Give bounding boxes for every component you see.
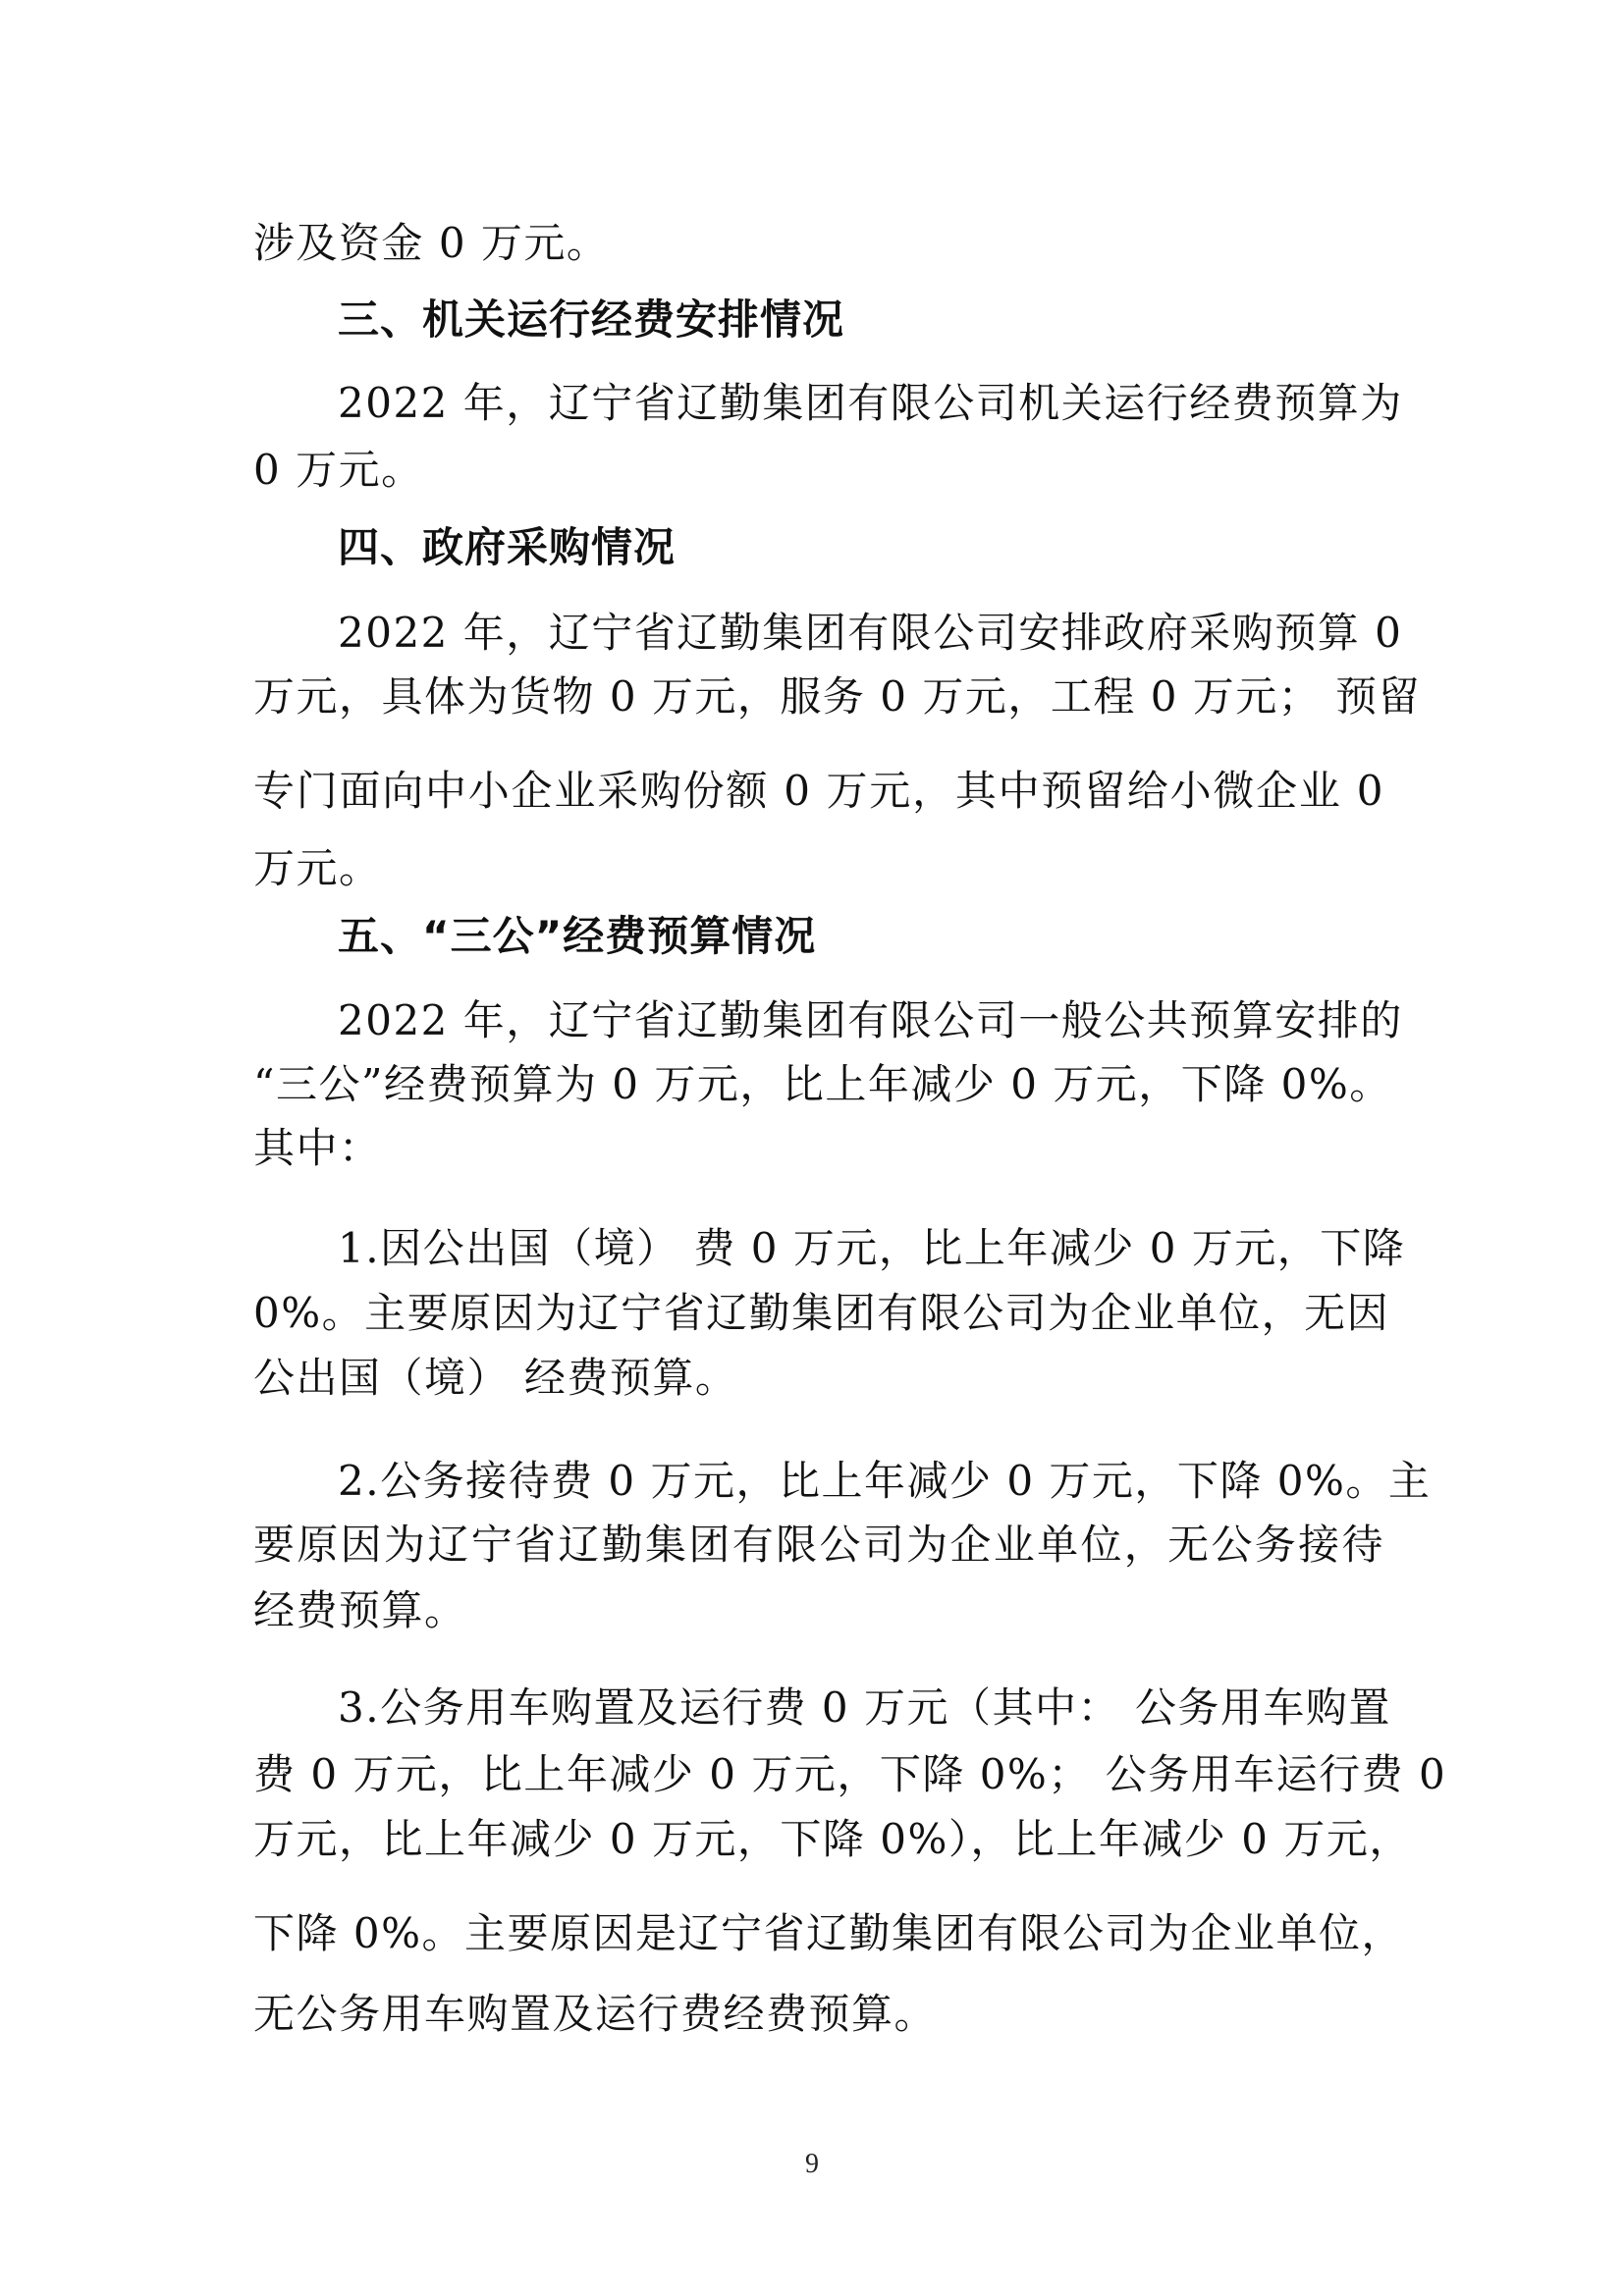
item-reception-expenses-line-3: 经费预算。 bbox=[253, 1586, 467, 1634]
text-line-funds: 涉及资金 0 万元。 bbox=[253, 219, 610, 267]
item-overseas-expenses-line-3: 公出国（境） 经费预算。 bbox=[253, 1354, 738, 1402]
paragraph-procurement-line-2: 万元，具体为货物 0 万元，服务 0 万元，工程 0 万元； 预留 bbox=[253, 672, 1422, 721]
item-vehicle-expenses-line-4: 下降 0%。主要原因是辽宁省辽勤集团有限公司为企业单位， bbox=[253, 1909, 1404, 1957]
item-overseas-expenses-line-1: 1.因公出国（境） 费 0 万元，比上年减少 0 万元，下降 bbox=[338, 1224, 1406, 1272]
paragraph-three-public-expenses-line-1: 2022 年，辽宁省辽勤集团有限公司一般公共预算安排的 bbox=[338, 996, 1403, 1044]
paragraph-procurement-line-3: 专门面向中小企业采购份额 0 万元，其中预留给小微企业 0 bbox=[253, 767, 1384, 815]
paragraph-procurement-line-1: 2022 年，辽宁省辽勤集团有限公司安排政府采购预算 0 bbox=[338, 609, 1403, 657]
item-overseas-expenses-line-2: 0%。主要原因为辽宁省辽勤集团有限公司为企业单位，无因 bbox=[253, 1289, 1390, 1337]
section-heading-government-procurement: 四、政府采购情况 bbox=[338, 523, 677, 571]
item-vehicle-expenses-line-2: 费 0 万元，比上年减少 0 万元，下降 0%； 公务用车运行费 0 bbox=[253, 1750, 1447, 1798]
paragraph-three-public-expenses-line-2: “三公”经费预算为 0 万元，比上年减少 0 万元，下降 0%。 bbox=[253, 1060, 1392, 1108]
page-number: 9 bbox=[805, 2149, 819, 2179]
paragraph-operating-funds-line-2: 0 万元。 bbox=[253, 446, 424, 494]
item-vehicle-expenses-line-5: 无公务用车购置及运行费经费预算。 bbox=[253, 1990, 938, 2038]
item-reception-expenses-line-2: 要原因为辽宁省辽勤集团有限公司为企业单位，无公务接待 bbox=[253, 1521, 1384, 1569]
paragraph-operating-funds-line-1: 2022 年，辽宁省辽勤集团有限公司机关运行经费预算为 bbox=[338, 379, 1403, 427]
paragraph-procurement-line-4: 万元。 bbox=[253, 844, 382, 892]
section-heading-operating-funds: 三、机关运行经费安排情况 bbox=[338, 295, 845, 344]
item-vehicle-expenses-line-3: 万元，比上年减少 0 万元，下降 0%），比上年减少 0 万元， bbox=[253, 1815, 1412, 1863]
paragraph-three-public-expenses-line-3: 其中： bbox=[253, 1124, 382, 1172]
item-vehicle-expenses-line-1: 3.公务用车购置及运行费 0 万元（其中： 公务用车购置 bbox=[338, 1683, 1391, 1732]
item-reception-expenses-line-1: 2.公务接待费 0 万元，比上年减少 0 万元，下降 0%。主 bbox=[338, 1457, 1432, 1505]
section-heading-three-public-expenses: 五、“三公”经费预算情况 bbox=[338, 912, 817, 960]
